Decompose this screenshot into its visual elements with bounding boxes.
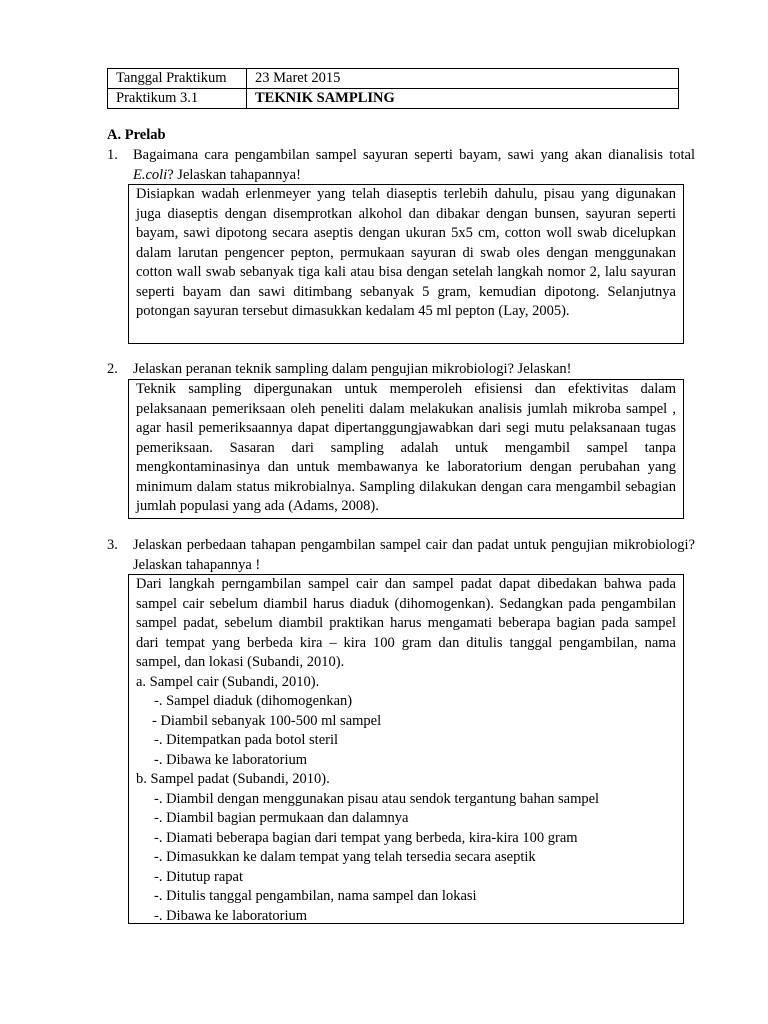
list-item: -. Dimasukkan ke dalam tempat yang telah tersedia secara aseptik [154, 849, 536, 865]
question-3 [107, 536, 695, 575]
question-number: 2. [107, 361, 118, 377]
question-number: 3. [107, 537, 118, 553]
list-item: - Diambil sebanyak 100-500 ml sampel [152, 712, 382, 729]
list-item: -. Diambil bagian permukaan dan dalamnya [154, 810, 409, 826]
question-text-part: Bagaimana cara pengambilan sampel sayuran seperti bayam, sawi yang akan dianalisis total [133, 147, 695, 163]
question-number: 1. [107, 147, 118, 163]
list-item: -. Ditempatkan pada botol steril [154, 732, 339, 748]
question-text-italic: E.coli [133, 166, 168, 183]
answer-box-3 [128, 574, 684, 924]
cair-title: a. Sampel cair (Subandi, 2010). [136, 673, 320, 690]
list-item: -. Ditutup rapat [154, 868, 243, 885]
answer-text: Teknik sampling dipergunakan untuk memperoleh efisiensi dan efektivitas dalam pelaksanaan pemeriksaan oleh peneliti dalam melakukan analisis jumlah mikroba sampel , agar hasil pemeriksaannya dapat dipertanggungjawabkan dari segi mutu pelaksanaan tugas pemeriksaan. Sasaran dari sampling adalah untuk mengambil sampel tanpa mengkontaminasinya dan untuk membawanya ke laboratorium dengan perubahan yang minimum dalam status mikrobialnya. Sampling dilakukan dengan cara mengambil sebagian jumlah populasi yang ada (Adams, 2008). [136, 381, 676, 514]
answer-text: Disiapkan wadah erlenmeyer yang telah diaseptis terlebih dahulu, pisau yang digunakan juga diaseptis dengan disemprotkan alkohol dan dibakar dengan bunsen, sayuran seperti bayam, sawi dipotong secara aseptis dengan ukuran 5x5 cm, cotton woll swab dicelupkan dalam larutan pengencer pepton, permukaan sayuran di swab oles dengan menggunakan cotton wall swab sebanyak tiga kali atau bisa dengan setelah langkah nomor 2, lalu sayuran seperti bayam dan sawi ditimbang sebanyak 5 gram, kemudian dipotong. Selanjutnya potongan sayuran tersebut dimasukkan kedalam 45 ml pepton (Lay, 2005). [136, 186, 676, 319]
practicum-info-table [107, 68, 679, 109]
list-item: -. Diambil dengan menggunakan pisau atau sendok tergantung bahan sampel [154, 790, 600, 807]
question-text [133, 146, 695, 185]
section-title: A. Prelab [107, 127, 166, 143]
list-item: -. Sampel diaduk (dihomogenkan) [154, 693, 353, 709]
table-row [108, 69, 679, 89]
padat-title: b. Sampel padat (Subandi, 2010). [136, 771, 330, 787]
list-item: -. Diamati beberapa bagian dari tempat yang berbeda, kira-kira 100 gram [154, 829, 578, 846]
answer-box-1 [128, 184, 684, 344]
date-value: 23 Maret 2015 [247, 69, 679, 89]
question-1 [107, 146, 695, 185]
question-text-part: ? Jelaskan tahapannya! [167, 166, 301, 183]
question-text: Jelaskan peranan teknik sampling dalam pengujian mikrobiologi? Jelaskan! [133, 361, 572, 377]
answer-box-2 [128, 379, 684, 519]
list-item: -. Dibawa ke laboratorium [154, 907, 308, 924]
question-2 [107, 360, 695, 380]
list-item: -. Ditulis tanggal pengambilan, nama sampel dan lokasi [154, 888, 477, 904]
table-row [108, 89, 679, 109]
list-item: -. Dibawa ke laboratorium [154, 751, 308, 768]
date-label: Tanggal Praktikum [108, 69, 247, 89]
practicum-title: TEKNIK SAMPLING [247, 89, 679, 109]
practicum-number: Praktikum 3.1 [108, 89, 247, 109]
answer-intro: Dari langkah perngambilan sampel cair dan sampel padat dapat dibedakan bahwa pada sampel cair sebelum diambil harus diaduk (dihomogenkan). Sedangkan pada pengambilan sampel padat, sebelum diambil praktikan harus mengamati beberapa bagian pada sampel dari tempat yang berbeda kira – kira 100 gram dan ditulis tanggal pengambilan, nama sampel, dan lokasi (Subandi, 2010). [136, 576, 676, 670]
question-text: Jelaskan perbedaan tahapan pengambilan sampel cair dan padat untuk pengujian mikrobiologi? Jelaskan tahapannya ! [133, 537, 695, 573]
